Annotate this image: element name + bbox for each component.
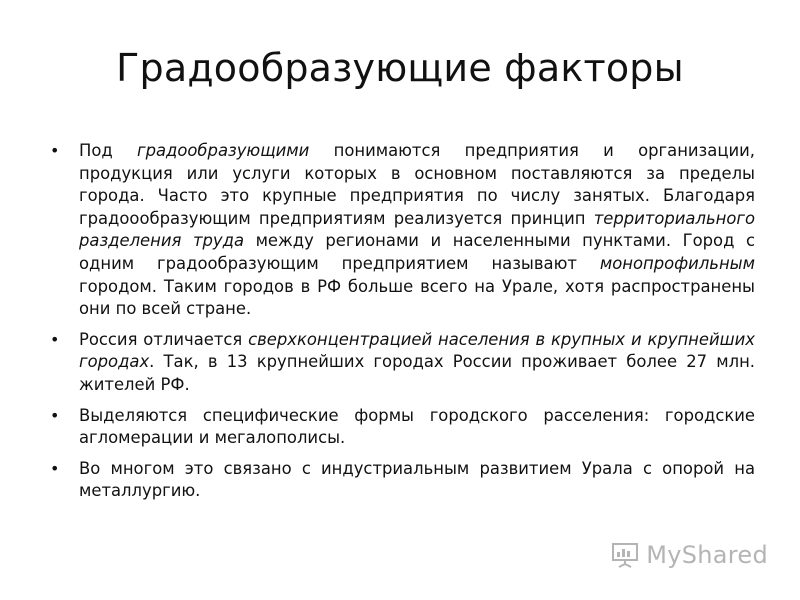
bullet-item — [50, 458, 755, 503]
slide-title: Градообразующие факторы — [116, 46, 684, 90]
bullet-item — [50, 405, 755, 450]
bullet-text-segment: городом. Таким городов в РФ больше всего на Урале, хотя распространены они по всей стране. — [79, 276, 755, 319]
slide-body — [50, 140, 755, 511]
bullet-text — [79, 406, 755, 448]
presentation-board-icon — [610, 540, 640, 570]
bullet-dot-icon: • — [50, 141, 60, 160]
watermark-logo — [610, 540, 768, 570]
bullet-dot-icon: • — [50, 405, 60, 425]
bullet-text-segment: Во многом это связано с индустриальным развитием Урала с опорой на металлургию. — [79, 458, 755, 501]
bullet-text-segment: . Так, в 13 крупнейших городах России проживает более 27 млн. жителей РФ. — [79, 352, 755, 394]
bullet-text-emphasis: сверхконцентрацией населения в крупных и крупнейших городах — [79, 329, 755, 372]
bullet-text-segment: между регионами и населенными пунктами. Город с одним градообразующим предприятием называют — [79, 231, 755, 273]
bullet-dot-icon: • — [50, 458, 60, 478]
bullet-text-segment: понимаются предприятия и организации, продукция или услуги которых в основном поставляются за пределы города. Часто это крупные предприятия по числу занятых. Благодаря градоообразующим предприятиям реализуется принцип — [79, 141, 755, 228]
bullet-text — [79, 141, 755, 318]
bullet-text-emphasis: территориального разделения труда — [79, 208, 755, 251]
bullet-text-segment: Под — [79, 141, 137, 160]
bullet-text — [79, 330, 755, 394]
bullet-item — [50, 329, 755, 397]
watermark-text: MyShared — [646, 541, 768, 569]
bullet-text — [79, 459, 755, 501]
bullet-text-emphasis: градообразующими — [136, 141, 310, 160]
bullet-text-emphasis: монопрофильным — [599, 253, 755, 273]
bullet-text-segment: Выделяются специфические формы городского расселения: городские агломерации и мегалополисы. — [79, 405, 755, 448]
bullet-item — [50, 140, 755, 321]
bullet-dot-icon: • — [50, 329, 60, 349]
bullet-text-segment: Россия отличается — [79, 329, 249, 349]
